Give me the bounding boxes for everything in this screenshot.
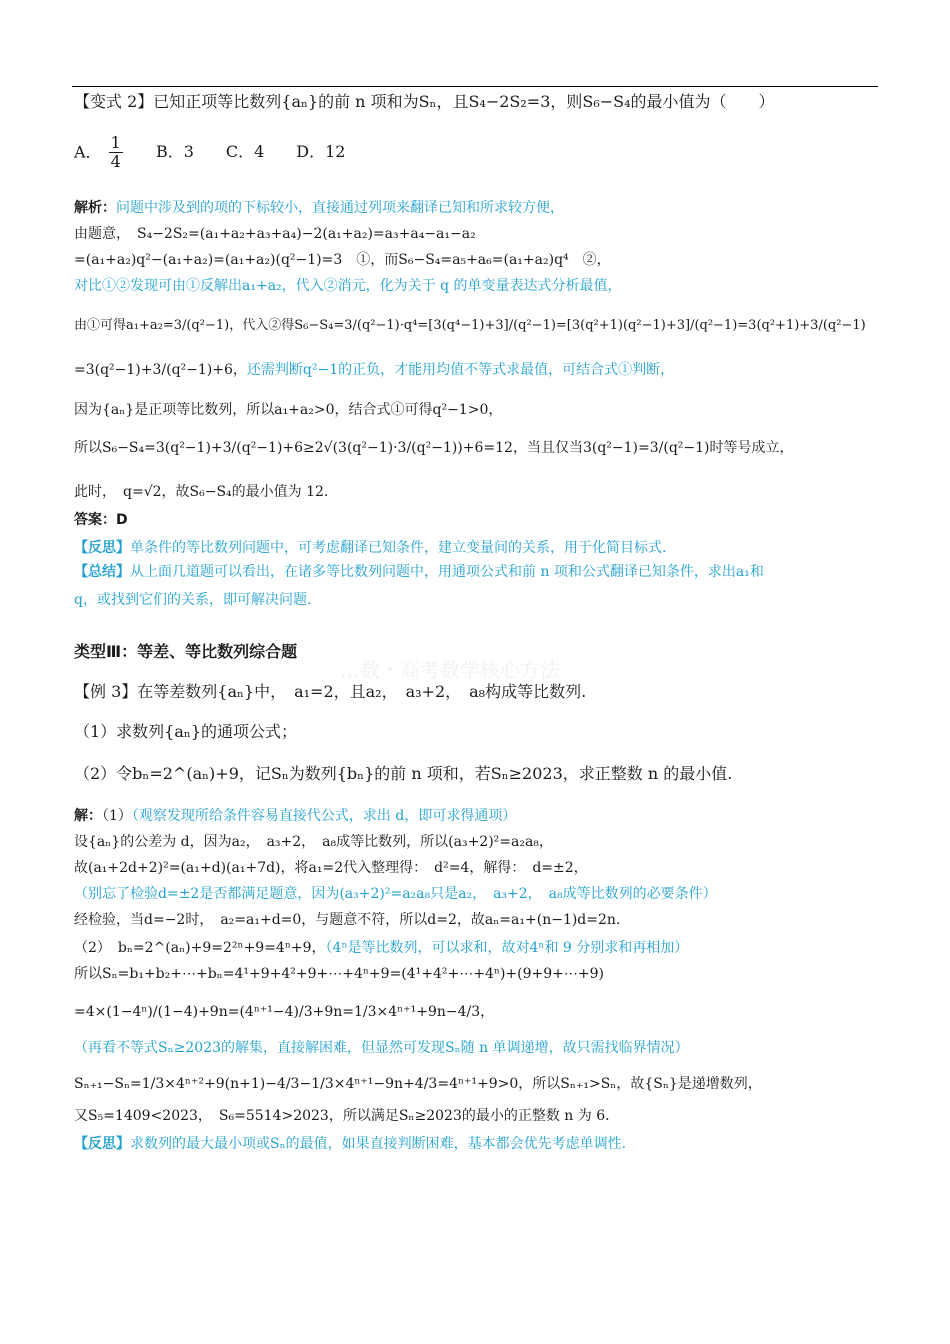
variant2-reflect [74,540,666,557]
variant2-summary [74,564,764,581]
variant2-question: 【变式 2】已知正项等比数列{aₙ}的前 n 项和为Sₙ，且S₄−2S₂=3，则S₆−S₄的最小值为（ ） [74,92,775,111]
summary-text-2: q，或找到它们的关系，即可解决问题. [74,592,312,608]
options-rest: B．3 C．4 D．12 [155,142,346,162]
analysis-header [74,200,564,217]
solution-line-1: 设{aₙ}的公差为 d，因为a₂， a₃+2， a₈成等比数列，所以(a₃+2)²=a₂a₈， [74,834,553,850]
solution-label: 解： [74,808,102,824]
example3-question-1: （1）求数列{aₙ}的通项公式； [74,722,298,741]
variant2-options [74,134,346,172]
solution-line-7: =4×(1−4ⁿ)/(1−4)+9n=(4ⁿ⁺¹−4)/3+9n=1/3×4ⁿ⁺¹+9n−4/3， [74,1004,495,1020]
analysis-line-6: 因为{aₙ}是正项等比数列，所以a₁+a₂>0，结合式①可得q²−1>0， [74,402,503,418]
solution-line-6: 所以Sₙ=b₁+b₂+⋯+bₙ=4¹+9+4²+9+⋯+4ⁿ+9=(4¹+4²+⋯+4ⁿ)+(9+9+⋯+9) [74,966,604,982]
type3-reflect-text: 求数列的最大最小项或Sₙ的最值，如果直接判断困难，基本都会优先考虑单调性. [130,1136,627,1152]
analysis-line-8: 此时， q=√2，故S₆−S₄的最小值为 12. [74,484,329,500]
answer: 答案：D [74,512,128,528]
watermark: …数・高考数学核心方法 [340,658,560,682]
solution-line-2: 故(a₁+2d+2)²=(a₁+d)(a₁+7d)，将a₁=2代入整理得： d²=4，解得： d=±2， [74,860,588,876]
reflect-text: 单条件的等比数列问题中，可考虑翻译已知条件，建立变量间的关系，用于化简目标式. [130,540,667,556]
option-a-denominator: 4 [110,152,121,172]
option-a-fraction [109,134,123,172]
top-rule [72,86,878,87]
analysis-line-4: 由①可得a₁+a₂=3/(q²−1)，代入②得S₆−S₄=3/(q²−1)·q⁴=[3(q⁴−1)+3]/(q²−1)=[3(q²+1)(q²−1)+3]/(q²−1)=3(q²+1)+3/(q²−1) [74,318,866,333]
solution-line-3: （别忘了检验d=±2是否都满足题意，因为(a₃+2)²=a₂a₈只是a₂， a₃+2， a₈成等比数列的必要条件） [74,886,717,902]
solution-line-8: （再看不等式Sₙ≥2023的解集，直接解困难，但显然可发现Sₙ随 n 单调递增，故只需找临界情况） [74,1040,689,1056]
example3-statement: 【例 3】在等差数列{aₙ}中， a₁=2，且a₂， a₃+2， a₈构成等比数列. [74,682,587,701]
solution-line-4: 经检验，当d=−2时， a₂=a₁+d=0，与题意不符，所以d=2，故aₙ=a₁+(n−1)d=2n. [74,912,621,928]
analysis-line-1: 由题意， S₄−2S₂=(a₁+a₂+a₃+a₄)−2(a₁+a₂)=a₃+a₄−a₁−a₂ [74,226,476,242]
solution-header [74,808,516,825]
analysis-line-3: 对比①②发现可由①反解出a₁+a₂，代入②消元，化为关于 q 的单变量表达式分析最值， [74,278,622,294]
solution-line-5 [74,940,688,957]
analysis-line-5-main: =3(q²−1)+3/(q²−1)+6， [74,362,247,378]
option-a-label: A． [74,142,102,162]
example3-question-2: （2）令bₙ=2^(aₙ)+9，记Sₙ为数列{bₙ}的前 n 项和，若Sₙ≥2023，求正整数 n 的最小值. [74,764,733,783]
option-a-numerator: 1 [110,133,121,152]
analysis-line-2: =(a₁+a₂)q²−(a₁+a₂)=(a₁+a₂)(q²−1)=3 ①，而S₆−S₄=a₅+a₆=(a₁+a₂)q⁴ ②， [74,252,611,268]
type3-heading: 类型Ⅲ：等差、等比数列综合题 [74,642,298,661]
solution-part1: （1） [102,808,132,824]
summary-label: 【总结】 [74,564,130,580]
solution-line-10: 又S₅=1409<2023， S₆=5514>2023，所以满足Sₙ≥2023的最小的正整数 n 为 6. [74,1108,610,1124]
analysis-line-5-note: 还需判断q²−1的正负，才能用均值不等式求最值，可结合式①判断， [246,362,675,378]
solution-line-5-note: （4ⁿ是等比数列，可以求和，故对4ⁿ和 9 分别求和再相加） [325,940,689,956]
solution-line-9: Sₙ₊₁−Sₙ=1/3×4ⁿ⁺²+9(n+1)−4/3−1/3×4ⁿ⁺¹−9n+4/3=4ⁿ⁺¹+9>0，所以Sₙ₊₁>Sₙ，故{Sₙ}是递增数列， [74,1076,762,1092]
solution-line-5-main: （2） bₙ=2^(aₙ)+9=2²ⁿ+9=4ⁿ+9， [74,940,326,956]
analysis-line-5 [74,362,674,379]
analysis-label: 解析： [74,200,116,216]
analysis-line-7: 所以S₆−S₄=3(q²−1)+3/(q²−1)+6≥2√(3(q²−1)·3/(q²−1))+6=12，当且仅当3(q²−1)=3/(q²−1)时等号成立， [74,440,794,456]
summary-text-1: 从上面几道题可以看出，在诸多等比数列问题中，用通项公式和前 n 项和公式翻译已知条件，求出a₁和 [130,564,764,580]
analysis-note: 问题中涉及到的项的下标较小，直接通过列项来翻译已知和所求较方便， [116,200,564,216]
type3-reflect-label: 【反思】 [74,1136,130,1152]
reflect-label: 【反思】 [74,540,130,556]
solution-note-1: （观察发现所给条件容易直接代公式，求出 d，即可求得通项） [131,808,517,824]
type3-reflect [74,1136,626,1153]
